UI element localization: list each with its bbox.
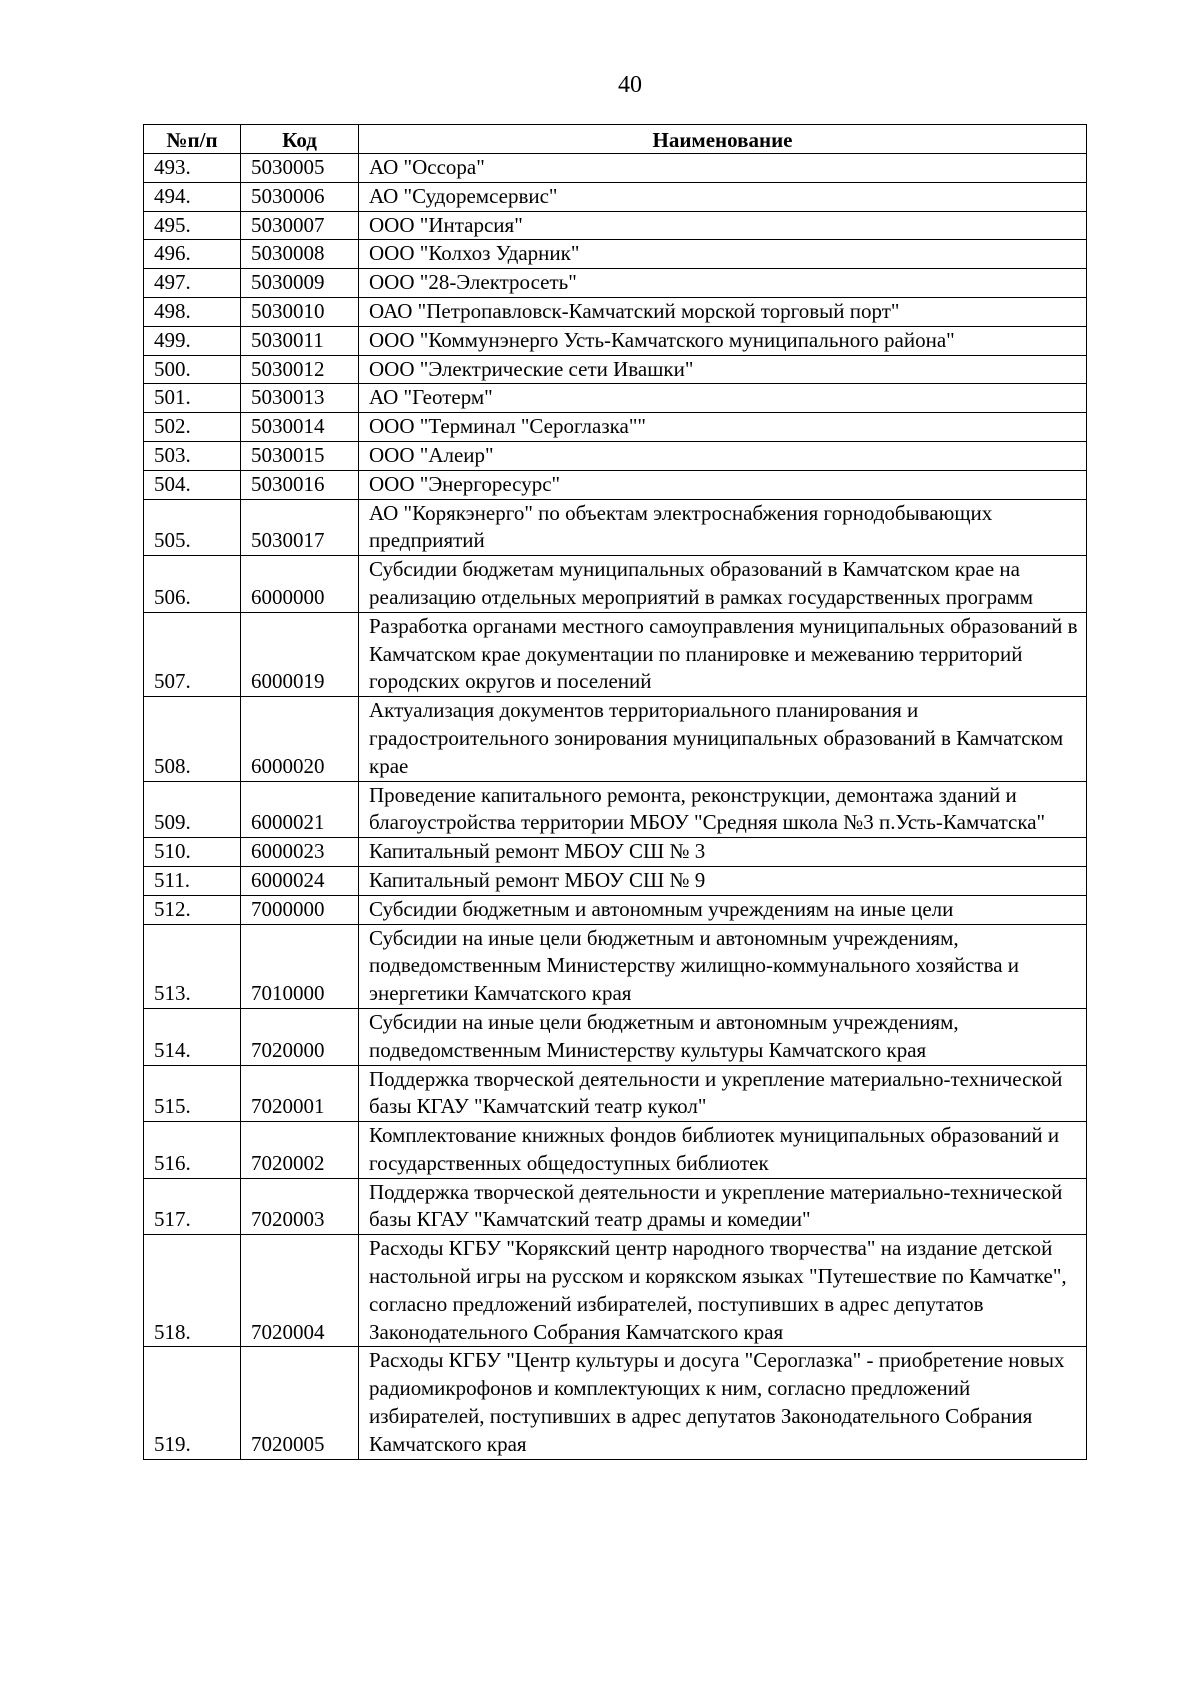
- name-cell: ООО "Алеир": [359, 441, 1087, 470]
- table-row: [144, 182, 1087, 211]
- num-cell: 497.: [144, 269, 241, 298]
- name-cell: Капитальный ремонт МБОУ СШ № 3: [359, 838, 1087, 867]
- num-cell: 509.: [144, 781, 241, 838]
- code-cell: 7020003: [241, 1178, 359, 1235]
- code-cell: 6000020: [241, 697, 359, 781]
- num-cell: 501.: [144, 384, 241, 413]
- name-cell: ООО "Колхоз Ударник": [359, 240, 1087, 269]
- table-row: [144, 1178, 1087, 1235]
- table-row: [144, 413, 1087, 442]
- table-row: [144, 1122, 1087, 1179]
- num-cell: 517.: [144, 1178, 241, 1235]
- num-cell: 506.: [144, 556, 241, 613]
- code-cell: 7020000: [241, 1008, 359, 1065]
- num-cell: 518.: [144, 1235, 241, 1347]
- num-cell: 513.: [144, 924, 241, 1008]
- code-cell: 5030005: [241, 154, 359, 183]
- code-cell: 6000021: [241, 781, 359, 838]
- code-cell: 5030013: [241, 384, 359, 413]
- table-row: [144, 384, 1087, 413]
- table-row: [144, 924, 1087, 1008]
- table-row: [144, 697, 1087, 781]
- num-cell: 503.: [144, 441, 241, 470]
- num-cell: 519.: [144, 1347, 241, 1459]
- code-cell: 6000019: [241, 612, 359, 696]
- num-cell: 499.: [144, 326, 241, 355]
- table-row: [144, 866, 1087, 895]
- num-cell: 494.: [144, 182, 241, 211]
- num-cell: 511.: [144, 866, 241, 895]
- name-cell: Расходы КГБУ "Центр культуры и досуга "Сероглазка" - приобретение новых радиомикрофонов и комплектующих к ним, согласно предложений избирателей, поступивших в адрес депутатов Законодательного Собрания Камчатского края: [359, 1347, 1087, 1459]
- table-row: [144, 297, 1087, 326]
- name-cell: Субсидии на иные цели бюджетным и автономным учреждениям, подведомственным Министерству культуры Камчатского края: [359, 1008, 1087, 1065]
- table-header-row: [144, 125, 1087, 154]
- name-cell: Поддержка творческой деятельности и укрепление материально-технической базы КГАУ "Камчатский театр кукол": [359, 1065, 1087, 1122]
- code-cell: 6000000: [241, 556, 359, 613]
- table-row: [144, 1008, 1087, 1065]
- header-code: Код: [241, 125, 359, 154]
- num-cell: 498.: [144, 297, 241, 326]
- code-cell: 5030014: [241, 413, 359, 442]
- table-row: [144, 211, 1087, 240]
- code-cell: 5030017: [241, 499, 359, 556]
- name-cell: Актуализация документов территориального планирования и градостроительного зонирования муниципальных образований в Камчатском крае: [359, 697, 1087, 781]
- name-cell: ООО "Энергоресурс": [359, 470, 1087, 499]
- name-cell: ООО "Электрические сети Ивашки": [359, 355, 1087, 384]
- code-cell: 5030015: [241, 441, 359, 470]
- num-cell: 512.: [144, 895, 241, 924]
- name-cell: Поддержка творческой деятельности и укрепление материально-технической базы КГАУ "Камчатский театр драмы и комедии": [359, 1178, 1087, 1235]
- code-cell: 5030008: [241, 240, 359, 269]
- name-cell: Капитальный ремонт МБОУ СШ № 9: [359, 866, 1087, 895]
- code-cell: 7010000: [241, 924, 359, 1008]
- name-cell: Субсидии бюджетным и автономным учреждениям на иные цели: [359, 895, 1087, 924]
- name-cell: Субсидии бюджетам муниципальных образований в Камчатском крае на реализацию отдельных мероприятий в рамках государственных программ: [359, 556, 1087, 613]
- num-cell: 508.: [144, 697, 241, 781]
- table-row: [144, 895, 1087, 924]
- header-num: №п/п: [144, 125, 241, 154]
- name-cell: Разработка органами местного самоуправления муниципальных образований в Камчатском крае документации по планировке и межеванию территорий городских округов и поселений: [359, 612, 1087, 696]
- name-cell: ОАО "Петропавловск-Камчатский морской торговый порт": [359, 297, 1087, 326]
- num-cell: 515.: [144, 1065, 241, 1122]
- table-row: [144, 269, 1087, 298]
- code-cell: 7020001: [241, 1065, 359, 1122]
- num-cell: 505.: [144, 499, 241, 556]
- name-cell: Расходы КГБУ "Корякский центр народного творчества" на издание детской настольной игры на русском и корякском языках "Путешествие по Камчатке", согласно предложений избирателей, поступивших в адрес депутатов Законодательного Собрания Камчатского края: [359, 1235, 1087, 1347]
- name-cell: ООО "Коммунэнерго Усть-Камчатского муниципального района": [359, 326, 1087, 355]
- table-row: [144, 154, 1087, 183]
- table-row: [144, 240, 1087, 269]
- table-row: [144, 556, 1087, 613]
- table-row: [144, 499, 1087, 556]
- table-row: [144, 470, 1087, 499]
- code-cell: 5030012: [241, 355, 359, 384]
- name-cell: Комплектование книжных фондов библиотек муниципальных образований и государственных общедоступных библиотек: [359, 1122, 1087, 1179]
- num-cell: 496.: [144, 240, 241, 269]
- table-row: [144, 1235, 1087, 1347]
- num-cell: 504.: [144, 470, 241, 499]
- name-cell: Проведение капитального ремонта, реконструкции, демонтажа зданий и благоустройства территории МБОУ "Средняя школа №3 п.Усть-Камчатска": [359, 781, 1087, 838]
- table-row: [144, 612, 1087, 696]
- table-row: [144, 441, 1087, 470]
- table-row: [144, 781, 1087, 838]
- name-cell: ООО "Терминал "Сероглазка"": [359, 413, 1087, 442]
- name-cell: АО "Оссора": [359, 154, 1087, 183]
- codes-table: [143, 124, 1087, 1460]
- name-cell: Субсидии на иные цели бюджетным и автономным учреждениям, подведомственным Министерству жилищно-коммунального хозяйства и энергетики Камчатского края: [359, 924, 1087, 1008]
- code-cell: 7020004: [241, 1235, 359, 1347]
- num-cell: 514.: [144, 1008, 241, 1065]
- code-cell: 5030011: [241, 326, 359, 355]
- name-cell: ООО "28-Электросеть": [359, 269, 1087, 298]
- table-row: [144, 1065, 1087, 1122]
- name-cell: АО "Корякэнерго" по объектам электроснабжения горнодобывающих предприятий: [359, 499, 1087, 556]
- code-cell: 7000000: [241, 895, 359, 924]
- num-cell: 502.: [144, 413, 241, 442]
- code-cell: 5030010: [241, 297, 359, 326]
- num-cell: 493.: [144, 154, 241, 183]
- code-cell: 5030006: [241, 182, 359, 211]
- num-cell: 507.: [144, 612, 241, 696]
- code-cell: 5030016: [241, 470, 359, 499]
- code-cell: 5030009: [241, 269, 359, 298]
- name-cell: АО "Судоремсервис": [359, 182, 1087, 211]
- code-cell: 5030007: [241, 211, 359, 240]
- num-cell: 500.: [144, 355, 241, 384]
- table-row: [144, 838, 1087, 867]
- name-cell: ООО "Интарсия": [359, 211, 1087, 240]
- code-cell: 6000024: [241, 866, 359, 895]
- table-row: [144, 1347, 1087, 1459]
- name-cell: АО "Геотерм": [359, 384, 1087, 413]
- code-cell: 7020002: [241, 1122, 359, 1179]
- header-name: Наименование: [359, 125, 1087, 154]
- num-cell: 510.: [144, 838, 241, 867]
- table-row: [144, 326, 1087, 355]
- code-cell: 7020005: [241, 1347, 359, 1459]
- num-cell: 516.: [144, 1122, 241, 1179]
- page-number: 40: [618, 72, 642, 98]
- num-cell: 495.: [144, 211, 241, 240]
- code-cell: 6000023: [241, 838, 359, 867]
- table-row: [144, 355, 1087, 384]
